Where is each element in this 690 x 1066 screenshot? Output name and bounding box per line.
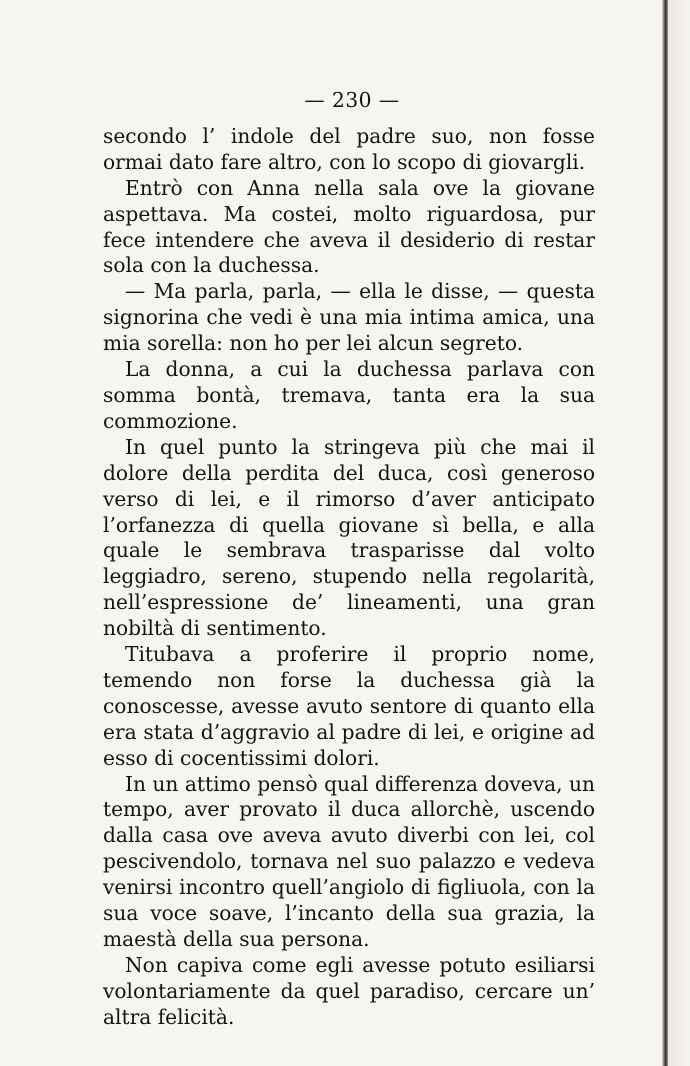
paragraph-1: secondo l’ indole del padre suo, non fosse ormai dato fare altro, con lo scopo di giovargli. <box>103 123 595 174</box>
page-text-block <box>103 88 595 1031</box>
book-spine-shadow <box>662 0 668 1066</box>
paragraph-5: In quel punto la stringeva più che mai il dolore della perdita del duca, così generoso verso di lei, e il rimorso d’aver anticipato l’orfanezza di quella giovane sì bella, e alla quale le sembrava trasparisse dal volto leggiadro, sereno, stupendo nella regolarità, nell’espressione de’ lineamenti, una gran nobiltà di sentimento. <box>103 434 595 641</box>
page-number: — 230 — <box>304 88 400 112</box>
page-edge <box>668 0 690 1066</box>
paragraph-6: Titubava a proferire il proprio nome, temendo non forse la duchessa già la conoscesse, avesse avuto sentore di quanto ella era stata d’aggravio al padre di lei, e origine ad esso di cocentissimi dolori. <box>103 642 595 770</box>
paragraph-4: La donna, a cui la duchessa parlava con somma bontà, tremava, tanta era la sua commozione. <box>103 357 595 433</box>
paragraph-7: In un attimo pensò qual differenza doveva, un tempo, aver provato il duca allorchè, uscendo dalla casa ove aveva avuto diverbi con lei, col pescivendolo, tornava nel suo palazzo e vedeva venirsi incontro quell’angiolo di figliuola, con la sua voce soave, l’incanto della sua grazia, la maestà della sua persona. <box>103 771 595 951</box>
paragraph-8: Non capiva come egli avesse potuto esiliarsi volontariamente da quel paradiso, cercare un’ altra felicità. <box>103 952 595 1029</box>
paragraph-3: — Ma parla, parla, — ella le disse, — questa signorina che vedi è una mia intima amica, una mia sorella: non ho per lei alcun segreto. <box>103 279 595 356</box>
paragraph-2: Entrò con Anna nella sala ove la giovane aspettava. Ma costei, molto riguardosa, pur fece intendere che aveva il desiderio di restar sola con la duchessa. <box>103 175 595 278</box>
